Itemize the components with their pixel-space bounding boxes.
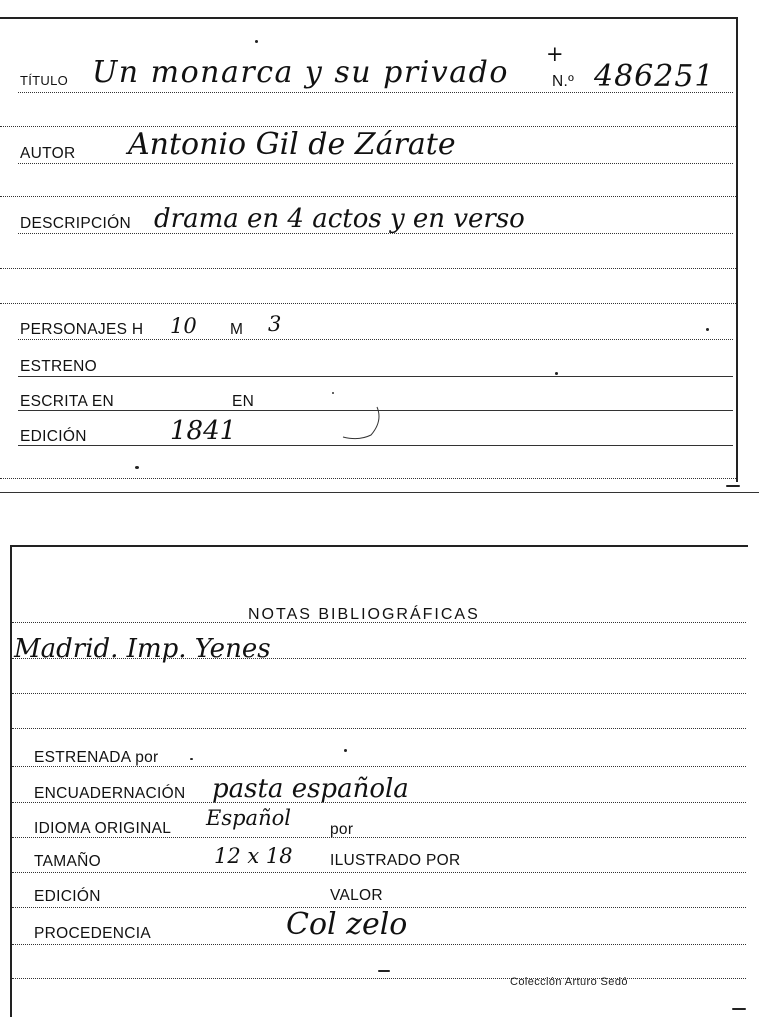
por-label: por xyxy=(330,821,354,838)
procedencia-label: PROCEDENCIA xyxy=(34,925,151,942)
idioma-label: IDIOMA ORIGINAL xyxy=(34,820,172,837)
tamano-rule xyxy=(12,872,746,873)
descripcion-label: DESCRIPCIÓN xyxy=(20,215,131,232)
autor-value: Antonio Gil de Zárate xyxy=(128,127,456,162)
idioma-rule xyxy=(12,837,746,838)
procedencia-value: Col zelo xyxy=(286,907,408,942)
speck xyxy=(726,485,740,487)
encuadernacion-label: ENCUADERNACIÓN xyxy=(34,785,186,802)
descripcion-value: drama en 4 actos y en verso xyxy=(154,204,525,234)
top-bottom-rule xyxy=(0,478,736,479)
speck xyxy=(706,328,709,331)
speck xyxy=(135,466,139,469)
top-blank-rule-2 xyxy=(0,196,736,197)
speck xyxy=(344,749,347,752)
numero-value: 486251 xyxy=(594,59,715,94)
coleccion-label: Colección Arturo Sedó xyxy=(510,976,628,988)
speck xyxy=(555,372,558,375)
speck xyxy=(732,1008,746,1010)
autor-rule xyxy=(18,163,733,164)
idioma-value: Español xyxy=(206,806,291,830)
titulo-value: Un monarca y su privado xyxy=(92,55,509,90)
speck xyxy=(190,758,193,760)
top-blank-rule-4 xyxy=(0,303,736,304)
valor-label: VALOR xyxy=(330,887,383,904)
notas-value: Madrid. Imp. Yenes xyxy=(14,634,271,664)
notas-rule-3 xyxy=(12,728,746,729)
escrita-label: ESCRITA EN xyxy=(20,393,115,410)
numero-label: N.º xyxy=(552,73,575,90)
ilustrado-label: ILUSTRADO POR xyxy=(330,852,461,869)
notas-title: NOTAS BIBLIOGRÁFICAS xyxy=(248,606,480,623)
edicion-label: EDICIÓN xyxy=(20,428,87,445)
bottom-blank-rule xyxy=(12,978,746,979)
personajes-m-label: M xyxy=(230,321,244,338)
titulo-label: TÍTULO xyxy=(20,73,69,88)
notas-rule-2 xyxy=(12,693,746,694)
autor-label: AUTOR xyxy=(20,145,76,162)
card-edge-rule xyxy=(0,492,759,493)
edicion2-label: EDICIÓN xyxy=(34,888,101,905)
speck xyxy=(255,40,258,43)
edicion-value: 1841 xyxy=(170,416,237,446)
estrenada-rule xyxy=(12,766,746,767)
estrenada-label: ESTRENADA por xyxy=(34,749,159,766)
encuadernacion-value: pasta española xyxy=(212,774,409,804)
estreno-rule xyxy=(18,376,733,377)
notas-title-rule xyxy=(12,622,746,623)
top-blank-rule-3 xyxy=(0,268,736,269)
speck xyxy=(378,970,390,972)
smudge-mark xyxy=(325,385,395,445)
personajes-m-value: 3 xyxy=(268,312,282,336)
tamano-value: 12 x 18 xyxy=(214,844,293,868)
edicion-top-rule xyxy=(18,445,733,446)
personajes-label: PERSONAJES H xyxy=(20,321,144,338)
personajes-rule xyxy=(18,339,733,340)
procedencia-rule xyxy=(12,944,746,945)
personajes-h-value: 10 xyxy=(170,314,197,338)
notas-rule-1 xyxy=(12,658,746,659)
estreno-label: ESTRENO xyxy=(20,358,98,375)
encuadernacion-rule xyxy=(12,802,746,803)
cross-mark: + xyxy=(546,42,564,66)
escrita-en-label: EN xyxy=(232,393,255,410)
tamano-label: TAMAÑO xyxy=(34,853,101,870)
